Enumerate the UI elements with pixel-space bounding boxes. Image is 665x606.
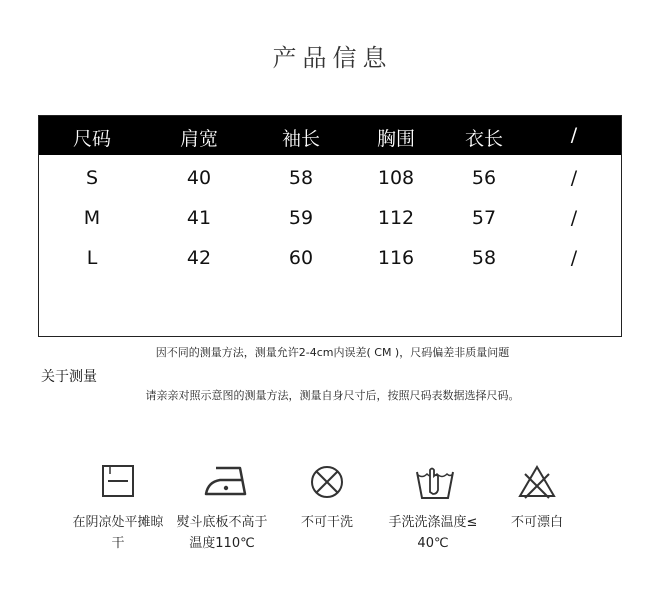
column-header-slash: / xyxy=(570,124,578,146)
page-title: 产品信息 xyxy=(272,44,393,72)
table-cell: M xyxy=(83,207,101,229)
table-cell: 58 xyxy=(471,247,497,269)
column-header-size: 尺码 xyxy=(72,128,112,150)
table-cell: 108 xyxy=(377,167,415,189)
column-header-chest: 胸围 xyxy=(376,128,416,150)
care-label-wash xyxy=(389,512,478,554)
table-header xyxy=(39,116,621,155)
column-header-sleeve: 袖长 xyxy=(281,128,321,150)
iron-low-temp-icon xyxy=(202,462,242,502)
no-bleach-icon xyxy=(517,462,557,502)
no-dry-clean-icon xyxy=(307,462,347,502)
table-cell: / xyxy=(570,247,578,269)
table-cell: L xyxy=(86,247,98,269)
care-label-line: 在阴凉处平摊晾 xyxy=(72,515,164,530)
column-header-shoulder: 肩宽 xyxy=(179,128,219,150)
measurement-title: 关于测量 xyxy=(41,369,97,385)
table-cell: 59 xyxy=(288,207,314,229)
table-row xyxy=(39,159,621,199)
table-cell: 40 xyxy=(186,167,212,189)
table-cell: 41 xyxy=(186,207,212,229)
table-cell: 57 xyxy=(471,207,497,229)
care-label-line: 温度110℃ xyxy=(189,536,255,551)
table-row xyxy=(39,199,621,239)
care-label-line: 不可漂白 xyxy=(510,515,564,530)
table-cell: / xyxy=(570,167,578,189)
care-label-dry-clean xyxy=(301,512,353,533)
table-cell: / xyxy=(570,207,578,229)
table-cell: 116 xyxy=(377,247,415,269)
table-cell: 58 xyxy=(288,167,314,189)
care-label-line: 不可干洗 xyxy=(300,515,354,530)
table-cell: 112 xyxy=(377,207,415,229)
table-cell: S xyxy=(85,167,99,189)
care-label-dry xyxy=(72,512,163,554)
size-table xyxy=(38,115,622,337)
table-cell: 56 xyxy=(471,167,497,189)
care-label-line: 熨斗底板不高于 xyxy=(176,515,268,530)
care-label-line: 干 xyxy=(111,536,125,551)
care-label-line: 40℃ xyxy=(417,536,449,551)
table-cell: 60 xyxy=(288,247,314,269)
table-row xyxy=(39,239,621,279)
column-header-length: 衣长 xyxy=(464,128,504,150)
tumble-dry-flat-shade-icon xyxy=(98,462,138,502)
measurement-note: 因不同的测量方法，测量允许2-4cm内误差( CM )，尺码偏差非质量问题 xyxy=(155,346,510,359)
care-label-iron xyxy=(176,512,267,554)
care-label-bleach xyxy=(511,512,563,533)
care-label-line: 手洗洗涤温度≤ xyxy=(388,515,478,530)
table-cell: 42 xyxy=(186,247,212,269)
hand-wash-icon xyxy=(413,462,453,502)
measurement-text: 请亲亲对照示意图的测量方法，测量自身尺寸后，按照尺码表数据选择尺码。 xyxy=(145,389,520,402)
